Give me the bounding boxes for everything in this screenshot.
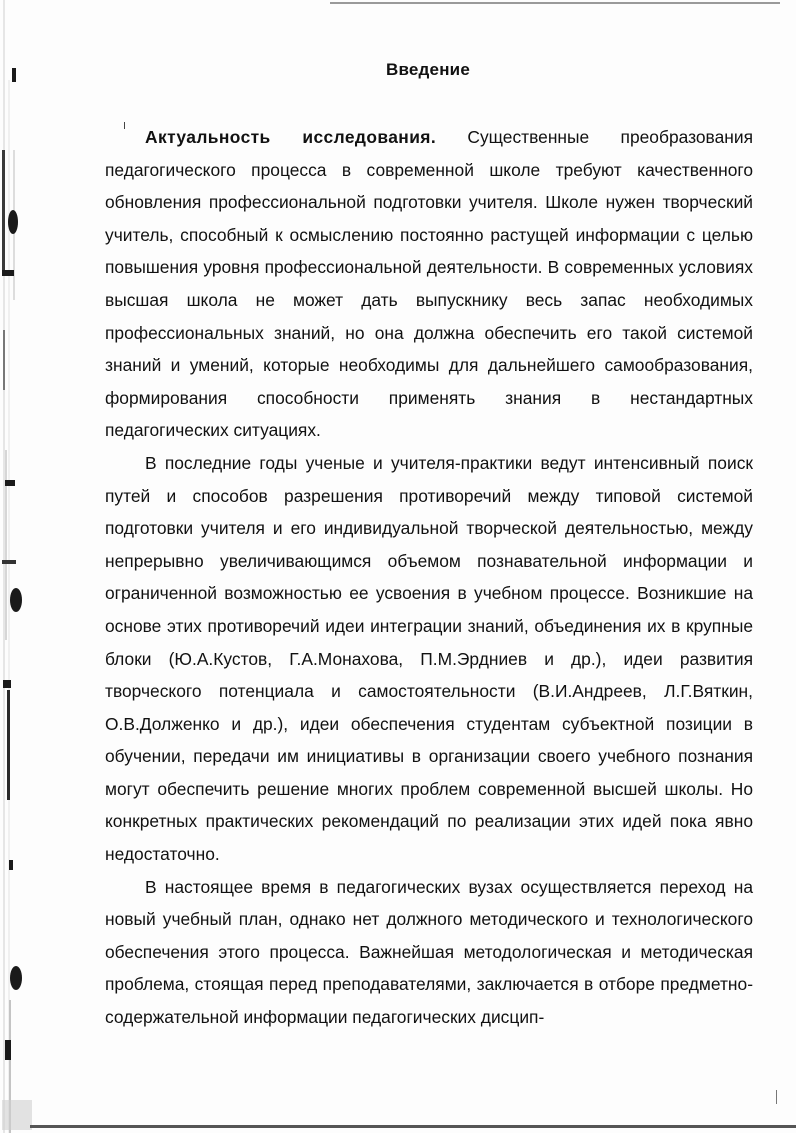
bottom-scan-rule: [30, 1125, 796, 1128]
paragraph-curriculum: [105, 871, 753, 1034]
document-body: [105, 121, 753, 1034]
page-title: Введение: [386, 60, 470, 79]
paragraph-text: Существенные преобразования педагогического процесса в современной школе требуют качественного обновления профессиональной подготовки учителя. Школе нужен творческий учитель, способный к осмыслению постоянно растущей информации с целью повышения уровня профессиональной деятельности. В современных условиях высшая школа не может дать выпускнику весь запас необходимых профессиональных знаний, но она должна обеспечить его такой системой знаний и умений, которые необходимы для дальнейшего самообразования, формирования способности применять знания в нестандартных педагогических ситуациях.: [105, 127, 753, 441]
paragraph-lead-term: Актуальность исследования.: [145, 127, 437, 147]
paragraph-text: В последние годы ученые и учителя-практики ведут интенсивный поиск путей и способов разрешения противоречий между типовой системой подготовки учителя и его индивидуальной творческой деятельностью, между непрерывно увеличивающимся объемом познавательной информации и ограниченной возможностью ее усвоения в учебном процессе. Возникшие на основе этих противоречий идеи интеграции знаний, объединения их в крупные блоки (Ю.А.Кустов, Г.А.Монахова, П.М.Эрдниев и др.), идеи развития творческого потенциала и самостоятельности (В.И.Андреев, Л.Г.Вяткин, О.В.Долженко и др.), идеи обеспечения студентам субъектной позиции в обучении, передачи им инициативы в организации своего учебного познания могут обеспечить решение многих проблем современной высшей школы. Но конкретных практических рекомендаций по реализации этих идей пока явно недостаточно.: [105, 452, 753, 865]
paragraph-relevance: [105, 121, 753, 447]
scan-corner-mark: [770, 1090, 777, 1104]
binding-edge-scan-artifact: [0, 0, 40, 1133]
top-scan-rule: [330, 2, 780, 4]
paragraph-contradictions: [105, 447, 753, 871]
paragraph-text: В настоящее время в педагогических вузах осуществляется переход на новый учебный план, однако нет должного методического и технологического обеспечения этого процесса. Важнейшая методологическая и методическая проблема, стоящая перед преподавателями, заключается в отборе предметно-содержательной информации педагогических дисцип-: [105, 876, 753, 1028]
